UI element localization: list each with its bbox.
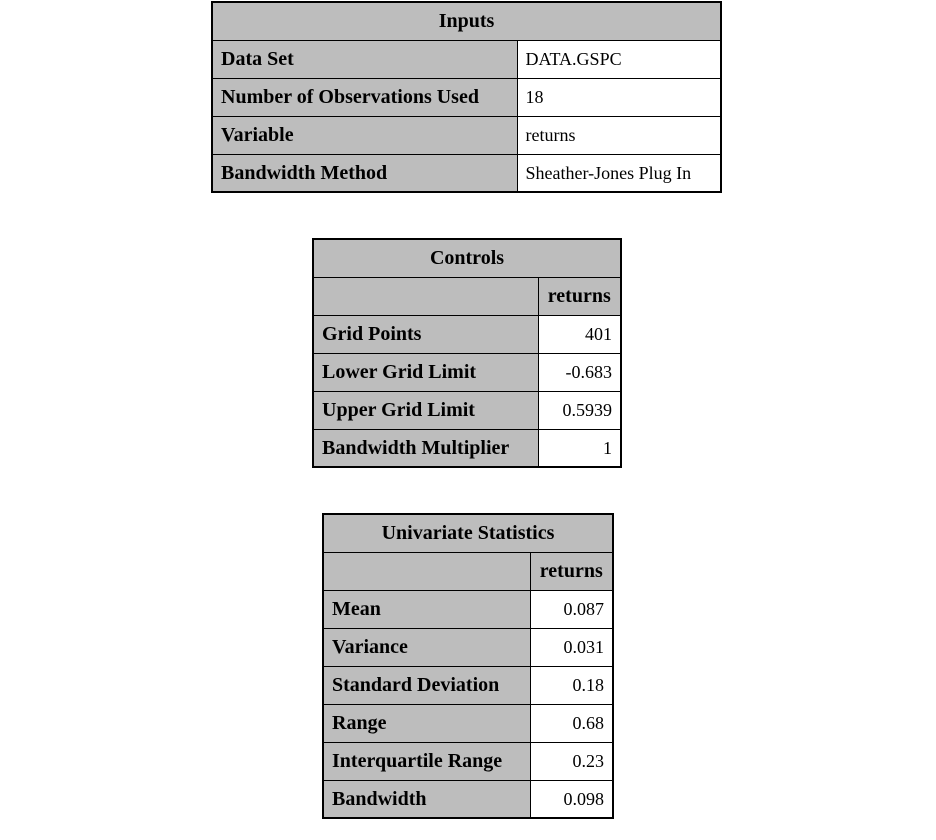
row-label: Mean <box>323 590 530 628</box>
table-row <box>313 353 621 391</box>
header-blank-cell <box>323 552 530 590</box>
table-row <box>212 40 721 78</box>
row-label: Bandwidth Method <box>212 154 517 192</box>
row-label: Lower Grid Limit <box>313 353 538 391</box>
table-row <box>323 590 613 628</box>
stats-title-row <box>323 514 613 552</box>
row-label: Number of Observations Used <box>212 78 517 116</box>
row-label: Interquartile Range <box>323 742 530 780</box>
row-label: Range <box>323 704 530 742</box>
row-value: 0.5939 <box>538 391 621 429</box>
row-value: 1 <box>538 429 621 467</box>
row-label: Variable <box>212 116 517 154</box>
controls-title-row <box>313 239 621 277</box>
table-row <box>212 116 721 154</box>
column-header: returns <box>538 277 621 315</box>
stats-title: Univariate Statistics <box>323 514 613 552</box>
row-value: returns <box>517 116 721 154</box>
table-row <box>313 315 621 353</box>
header-blank-cell <box>313 277 538 315</box>
table-row <box>323 742 613 780</box>
row-label: Grid Points <box>313 315 538 353</box>
table-row <box>212 154 721 192</box>
column-header: returns <box>530 552 613 590</box>
row-value: 18 <box>517 78 721 116</box>
table-row <box>313 429 621 467</box>
table-row <box>323 628 613 666</box>
row-value: 0.68 <box>530 704 613 742</box>
row-label: Variance <box>323 628 530 666</box>
row-value: 0.087 <box>530 590 613 628</box>
inputs-title: Inputs <box>212 2 721 40</box>
row-value: 0.098 <box>530 780 613 818</box>
controls-table <box>312 238 622 468</box>
row-value: 0.031 <box>530 628 613 666</box>
row-label: Bandwidth Multiplier <box>313 429 538 467</box>
row-label: Standard Deviation <box>323 666 530 704</box>
controls-title: Controls <box>313 239 621 277</box>
stats-header-row <box>323 552 613 590</box>
inputs-title-row <box>212 2 721 40</box>
row-label: Data Set <box>212 40 517 78</box>
table-row <box>313 391 621 429</box>
row-value: -0.683 <box>538 353 621 391</box>
row-value: Sheather-Jones Plug In <box>517 154 721 192</box>
row-value: DATA.GSPC <box>517 40 721 78</box>
row-value: 0.18 <box>530 666 613 704</box>
row-value: 0.23 <box>530 742 613 780</box>
table-row <box>323 780 613 818</box>
univariate-statistics-table <box>322 513 614 819</box>
controls-header-row <box>313 277 621 315</box>
row-label: Upper Grid Limit <box>313 391 538 429</box>
row-value: 401 <box>538 315 621 353</box>
table-row <box>323 704 613 742</box>
inputs-table <box>211 1 722 193</box>
table-row <box>212 78 721 116</box>
table-row <box>323 666 613 704</box>
row-label: Bandwidth <box>323 780 530 818</box>
